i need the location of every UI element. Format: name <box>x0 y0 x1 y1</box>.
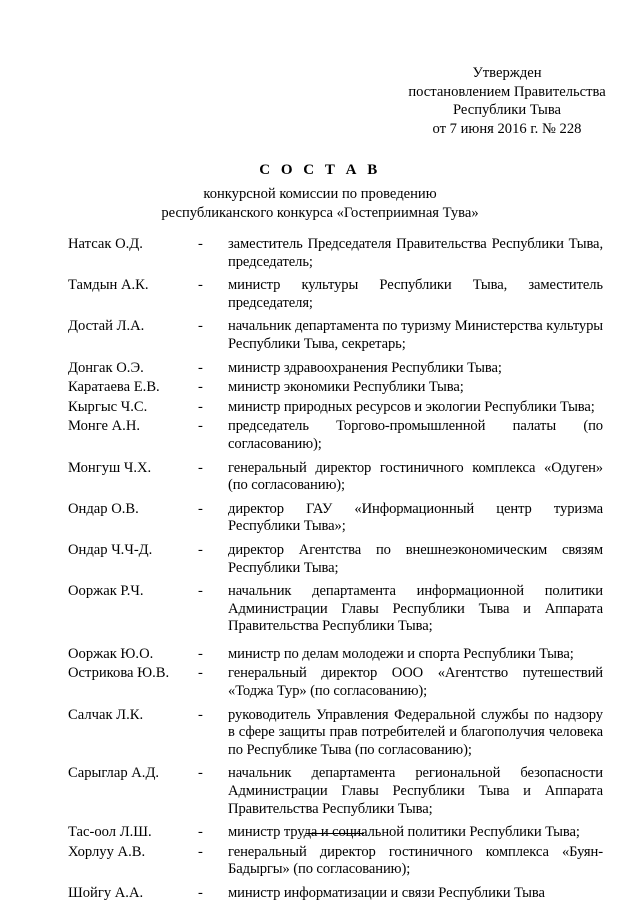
member-dash: - <box>198 541 203 558</box>
member-row <box>0 399 640 417</box>
member-row <box>0 542 640 577</box>
member-dash: - <box>198 379 203 396</box>
member-name: Острикова Ю.В. <box>68 665 170 682</box>
member-role: начальник департамента региональной безопасности Администрации Главы Республики Тыва и Аппарата Правительства Республики Тыва; <box>228 765 603 817</box>
approval-line-4: от 7 июня 2016 г. № 228 <box>432 120 582 137</box>
member-role: начальник департамента по туризму Министерства культуры Республики Тыва, секретарь; <box>228 318 603 352</box>
member-row <box>0 844 640 879</box>
member-dash: - <box>198 459 203 476</box>
member-name: Сарыглар А.Д. <box>68 765 160 782</box>
title-subtitle-line-1: конкурсной комиссии по проведению <box>203 186 437 202</box>
member-role: министр информатизации и связи Республики Тыва <box>228 885 545 901</box>
member-role: генеральный директор гостиничного комплекса «Одуген» (по согласованию); <box>228 459 603 494</box>
member-dash: - <box>198 398 203 415</box>
member-name: Ондар О.В. <box>68 500 139 517</box>
member-name: Донгак О.Э. <box>68 359 144 376</box>
end-divider <box>306 833 364 834</box>
member-name: Шойгу А.А. <box>68 885 144 901</box>
member-dash: - <box>198 359 203 376</box>
member-role: министр культуры Республики Тыва, заместитель председателя; <box>228 277 603 311</box>
member-role: генеральный директор ООО «Агентство путешествий «Тоджа Тур» (по согласованию); <box>228 665 603 700</box>
member-role: заместитель Председателя Правительства Республики Тыва, председатель; <box>228 236 603 270</box>
member-name: Тас-оол Л.Ш. <box>68 824 152 841</box>
member-role: министр по делам молодежи и спорта Республики Тыва; <box>228 645 574 662</box>
member-dash: - <box>198 418 203 435</box>
member-dash: - <box>198 665 203 682</box>
member-name: Монгуш Ч.Х. <box>68 459 152 476</box>
member-row <box>0 583 640 636</box>
member-dash: - <box>198 885 203 901</box>
member-name: Монге А.Н. <box>68 418 141 435</box>
member-role: министр здравоохранения Республики Тыва; <box>228 359 502 376</box>
member-name: Ооржак Ю.О. <box>68 645 154 662</box>
member-role: председатель Торгово-промышленной палаты (по согласованию); <box>228 418 603 452</box>
member-role: министр труда и социальной политики Республики Тыва; <box>228 824 580 841</box>
member-name: Кыргыс Ч.С. <box>68 398 148 415</box>
member-role: министр экономики Республики Тыва; <box>228 379 464 396</box>
member-name: Каратаева Е.В. <box>68 379 160 396</box>
member-role: министр природных ресурсов и экологии Республики Тыва; <box>228 398 595 415</box>
member-dash: - <box>198 236 203 252</box>
member-name: Тамдын А.К. <box>68 277 149 294</box>
member-row <box>0 646 640 664</box>
member-row <box>0 277 640 312</box>
member-name: Натсак О.Д. <box>68 236 143 252</box>
title-subtitle-line-2: республиканского конкурса «Гостеприимная Тува» <box>161 204 479 221</box>
member-row <box>0 665 640 700</box>
member-row <box>0 360 640 378</box>
title-heading: С О С Т А В <box>259 162 381 178</box>
member-role: директор ГАУ «Информационный центр туризма Республики Тыва»; <box>228 500 603 535</box>
member-dash: - <box>198 645 203 662</box>
member-role: руководитель Управления Федеральной службы по надзору в сфере защиты прав потребителей и благополучия человека по Республике Тыва (по согласованию); <box>228 706 603 758</box>
member-row <box>0 460 640 495</box>
member-dash: - <box>198 277 203 294</box>
member-dash: - <box>198 765 203 782</box>
member-dash: - <box>198 824 203 841</box>
member-row <box>0 885 640 903</box>
member-row <box>0 501 640 536</box>
approval-line-3: Республики Тыва <box>452 102 562 118</box>
member-row <box>0 418 640 453</box>
member-name: Ондар Ч.Ч-Д. <box>68 541 153 558</box>
member-row <box>0 707 640 760</box>
member-dash: - <box>198 706 203 723</box>
member-row <box>0 765 640 818</box>
member-name: Салчак Л.К. <box>68 706 144 723</box>
approval-line-1: Утвержден <box>472 65 542 81</box>
member-row <box>0 379 640 397</box>
member-name: Ооржак Р.Ч. <box>68 583 144 600</box>
approval-block <box>392 64 622 138</box>
member-dash: - <box>198 318 203 335</box>
member-row <box>0 236 640 271</box>
member-role: начальник департамента информационной политики Администрации Главы Республики Тыва и Аппарата Правительства Республики Тыва; <box>228 583 603 635</box>
member-dash: - <box>198 583 203 600</box>
member-dash: - <box>198 843 203 860</box>
member-name: Достай Л.А. <box>68 318 145 335</box>
members-list <box>0 236 640 903</box>
document-title <box>0 160 640 222</box>
member-row <box>0 318 640 353</box>
member-role: директор Агентства по внешнеэкономическим связям Республики Тыва; <box>228 541 603 576</box>
approval-line-2: постановлением Правительства <box>408 83 606 100</box>
member-name: Хорлуу А.В. <box>68 843 146 860</box>
member-role: генеральный директор гостиничного комплекса «Буян-Бадыргы» (по согласованию); <box>228 843 603 878</box>
member-dash: - <box>198 500 203 517</box>
